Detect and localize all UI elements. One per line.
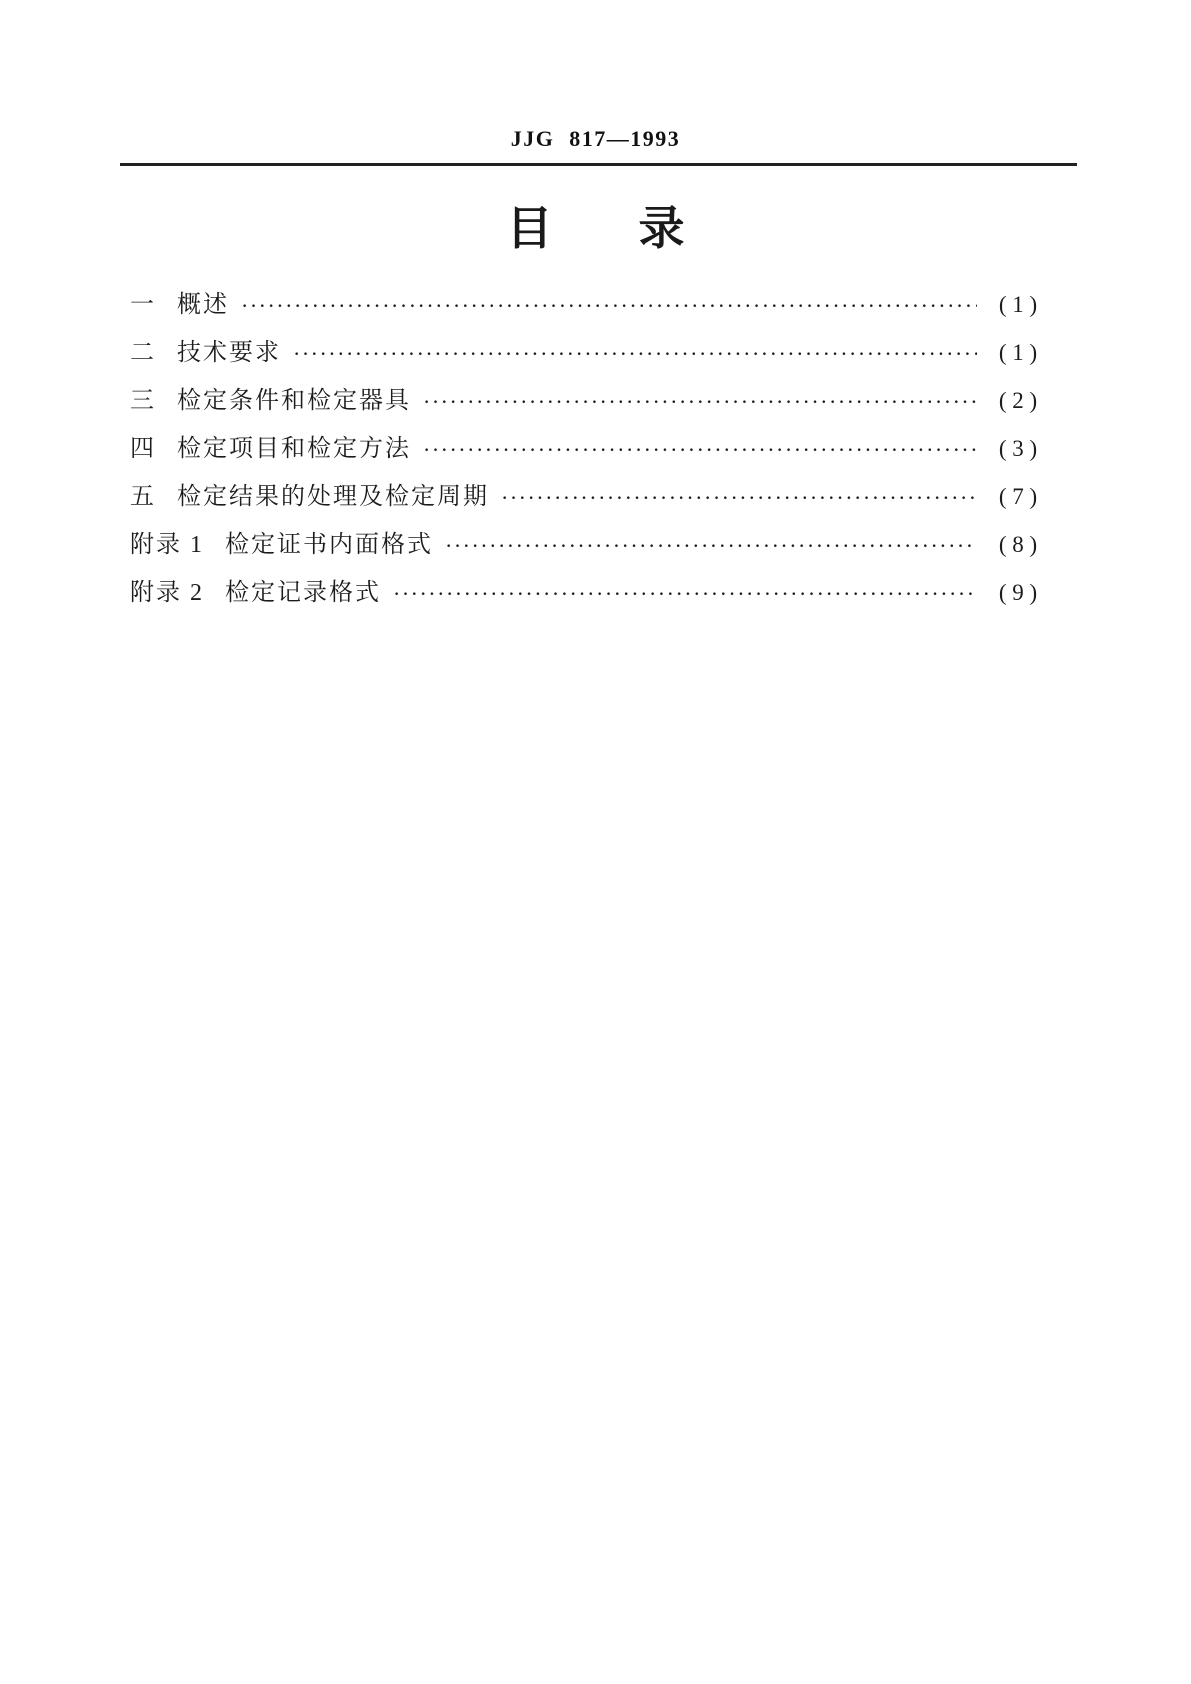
toc-entry-number: 四 — [130, 436, 156, 462]
page-title — [0, 203, 1191, 254]
page-title-char-left: 目 — [506, 202, 553, 254]
toc-entry-appendix-1 — [130, 524, 1051, 572]
table-of-contents — [130, 284, 1051, 620]
dot-leader — [293, 343, 977, 365]
toc-entry-appendix-2 — [130, 572, 1051, 620]
toc-entry-number: 三 — [130, 388, 156, 414]
toc-entry-number: 附录 2 — [130, 580, 204, 606]
dot-leader — [423, 391, 977, 413]
toc-entry-page-number: ( 7 ) — [998, 484, 1038, 509]
header-rule — [120, 163, 1077, 166]
toc-entry-label: 检定结果的处理及检定周期 — [177, 484, 489, 510]
toc-entry-number: 五 — [130, 484, 156, 510]
toc-entry-page-number: ( 9 ) — [998, 580, 1038, 605]
toc-entry-label: 检定记录格式 — [225, 580, 381, 606]
dot-leader — [241, 295, 977, 317]
toc-entry-verification-conditions — [130, 380, 1051, 428]
toc-entry-label: 技术要求 — [177, 340, 281, 366]
toc-entry-number: 二 — [130, 340, 156, 366]
toc-entry-result-handling — [130, 476, 1051, 524]
toc-entry-number: 一 — [130, 292, 156, 318]
dot-leader — [393, 583, 977, 605]
page-title-char-right: 录 — [638, 202, 685, 254]
toc-entry-page-number: ( 8 ) — [998, 532, 1038, 557]
toc-entry-page-number: ( 3 ) — [998, 436, 1038, 461]
toc-entry-label: 概述 — [177, 292, 229, 318]
dot-leader — [423, 439, 977, 461]
toc-entry-label: 检定证书内面格式 — [225, 532, 433, 558]
toc-entry-label: 检定项目和检定方法 — [177, 436, 411, 462]
toc-entry-number: 附录 1 — [130, 532, 204, 558]
toc-entry-label: 检定条件和检定器具 — [177, 388, 411, 414]
toc-entry-technical-requirements — [130, 332, 1051, 380]
toc-entry-verification-items — [130, 428, 1051, 476]
dot-leader — [501, 487, 977, 509]
toc-entry-page-number: ( 1 ) — [998, 292, 1038, 317]
toc-entry-page-number: ( 2 ) — [998, 388, 1038, 413]
dot-leader — [445, 535, 977, 557]
toc-entry-overview — [130, 284, 1051, 332]
toc-entry-page-number: ( 1 ) — [998, 340, 1038, 365]
document-code-header: JJG 817—1993 — [510, 126, 681, 151]
